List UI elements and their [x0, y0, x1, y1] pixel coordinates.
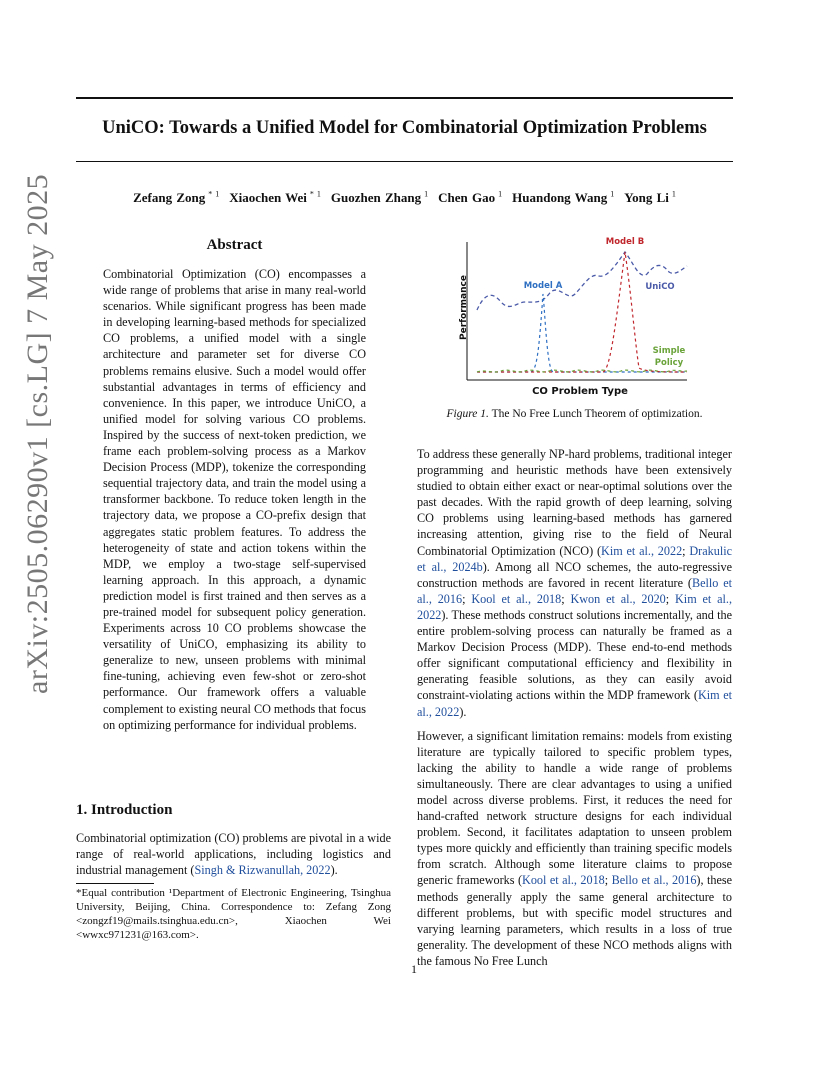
unico-curve: [477, 252, 687, 310]
simple-policy-label-line2: Policy: [654, 358, 684, 368]
footnote-rule: [76, 883, 154, 884]
simple-policy-label-line1: Simple: [652, 346, 686, 356]
arxiv-identifier: arXiv:2505.06290v1 [cs.LG] 7 May 2025: [21, 173, 54, 694]
citation-link[interactable]: Singh & Rizwanullah, 2022: [194, 863, 331, 878]
text-run: ), these methods generally apply the same general architecture to different problems, but with specific model structures and varying learning parameters, which results in a loss of true generality. The development of these NCO methods aligns with the famous No Free Lunch: [417, 873, 733, 968]
author: [624, 190, 676, 205]
text-run: ;: [682, 543, 690, 558]
model-a-label: Model A: [523, 281, 563, 291]
author-list: [76, 190, 733, 206]
title-rule-top: [76, 97, 733, 99]
abstract-text: Combinatorial Optimization (CO) encompasses a wide range of problems that arise in many real-world scenarios. While significant progress has been made in developing learning-based methods for specialized CO problems, a unified model with a single architecture and parameter set for diverse CO problems remains elusive. Such a model would offer substantial advantages in terms of efficiency and convenience. In this paper, we introduce UniCO, a unified model for solving various CO problems. Inspired by the success of next-token prediction, we frame each problem-solving process as a Markov Decision Process (MDP), tokenize the corresponding sequential trajectory data, and train the model using a transformer backbone. To reduce token length in the trajectory data, we propose a CO-prefix design that aggregates static problem features. To address the heterogeneity of state and action tokens within the MDP, we employ a two-stage self-supervised learning approach. In this approach, a dynamic prediction model is first trained and then serves as a pre-trained model for subsequent policy generation. Experiments across 10 CO problems showcase the versatility of UniCO, emphasizing its ability to generalize to new, unseen problems with minimal fine-tuning, achieving even few-shot or zero-shot performance. Our framework offers a valuable complement to existing neural CO methods that focus on optimizing performance for individual problems.: [103, 267, 366, 732]
citation-link[interactable]: Bello et al., 2016: [417, 575, 732, 606]
model-b-label: Model B: [605, 237, 645, 247]
paragraph: [417, 446, 732, 720]
right-column-text: [417, 446, 732, 977]
citation-link[interactable]: Kim et al., 2022: [601, 543, 683, 558]
citation-link[interactable]: Kwon et al., 2020: [570, 591, 666, 606]
intro-heading: 1. Introduction: [76, 802, 173, 818]
abstract-heading: Abstract: [206, 237, 263, 253]
unico-label: UniCO: [645, 282, 675, 292]
intro-text-part: Combinatorial optimization (CO) problems are pivotal in a wide range of real-world applications, including logistics and industrial management (: [76, 831, 391, 878]
footnote: *Equal contribution ¹Department of Electronic Engineering, Tsinghua University, Beijing, China. Correspondence to: Zefang Zong <zongzf19@mails.tsinghua.edu.cn>, Xiaochen Wei <wwxc971231@163.com>.: [76, 887, 391, 941]
author-affiliation-marker: 1: [421, 190, 429, 199]
title-rule-bottom: [76, 161, 733, 162]
author-name: Xiaochen Wei: [229, 190, 307, 206]
citation-link[interactable]: Kim et al., 2022: [417, 591, 733, 622]
text-run: ;: [604, 873, 612, 888]
author: [229, 190, 321, 205]
paragraph: [417, 728, 732, 969]
y-axis-label: Performance: [459, 275, 469, 340]
author-affiliation-marker: * 1: [205, 190, 220, 199]
author-name: Guozhen Zhang: [330, 190, 422, 206]
author: [331, 190, 428, 205]
intro-text-part: ).: [330, 863, 338, 878]
author: [512, 190, 614, 205]
text-run: ;: [665, 591, 675, 606]
text-run: ;: [561, 591, 571, 606]
author-affiliation-marker: 1: [607, 190, 615, 199]
figure-number: Figure 1.: [446, 408, 489, 420]
author-name: Yong Li: [624, 190, 669, 206]
author-affiliation-marker: * 1: [306, 190, 321, 199]
figure-caption-label: Figure 1. The No Free Lunch Theorem of optimization.: [446, 408, 703, 420]
text-run: ). These methods construct solutions incrementally, and the entire problem-solving process can naturally be framed as a Markov Decision Process (MDP). These end-to-end methods offer significant computational efficiency and flexibility in generating feasible solutions, as they can easily avoid constraint-violating actions within the MDP framework (: [417, 607, 732, 703]
author-affiliation-marker: 1: [668, 190, 676, 199]
author-name: Huandong Wang: [512, 190, 608, 206]
author-name: Zefang Zong: [133, 190, 206, 206]
author-name: Chen Gao: [438, 190, 496, 206]
author: [133, 190, 219, 205]
text-run: ). Among all NCO schemes, the auto-regressive construction methods are favored in recent literature (: [417, 559, 733, 590]
text-run: ;: [462, 591, 472, 606]
citation-link[interactable]: Drakulic et al., 2024b: [417, 543, 732, 574]
intro-text: [76, 830, 391, 878]
text-run: To address these generally NP-hard problems, traditional integer programming and heuristic methods have been extensively studied to obtain either exact or near-optimal solutions over the past decades. With the rapid growth of deep learning, solving CO problems using learning-based methods has garnered increasing attention, giving rise to the field of Neural Combinatorial Optimization (NCO) (: [417, 447, 732, 558]
figure-caption: [417, 408, 732, 420]
author: [438, 190, 502, 205]
citation-link[interactable]: Bello et al., 2016: [611, 873, 697, 888]
text-run: However, a significant limitation remains: models from existing literature are typically tailored to specific problem types, lacking the ability to handle a wide range of problems simultaneously. There are clear advantages to using a unified model across diverse problems. First, it reduces the need for hand-crafted network structure designs for each individual problem. Second, it facilitates adaptation to unseen problem types more quickly and efficiently than training specific models from scratch. Although some literature claims to propose generic frameworks (: [417, 728, 732, 888]
citation-link[interactable]: Kool et al., 2018: [471, 591, 562, 606]
citation-link[interactable]: Kim et al., 2022: [417, 688, 732, 719]
x-axis-label: CO Problem Type: [532, 386, 628, 397]
text-run: ).: [459, 704, 467, 719]
citation-link[interactable]: Kool et al., 2018: [522, 873, 605, 888]
figure-no-free-lunch: [455, 232, 695, 402]
page-number: 1: [411, 962, 417, 976]
author-affiliation-marker: 1: [495, 190, 503, 199]
paper-title: UniCO: Towards a Unified Model for Combinatorial Optimization Problems: [102, 118, 707, 138]
